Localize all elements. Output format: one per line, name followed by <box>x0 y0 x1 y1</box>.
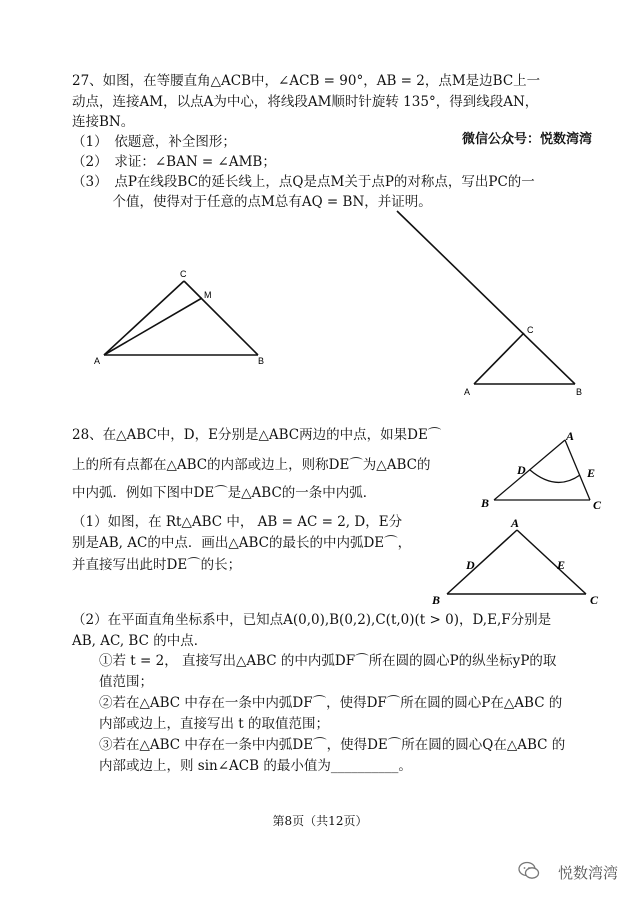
q28-p1-3: 并直接写出此时DE⌒的长； <box>72 557 242 573</box>
q28-p2-3: ①若 t = 2， 直接写出△ABC 的中内弧DF⌒所在圆的圆心P的纵坐标yP的取 <box>72 653 557 669</box>
q27-figure-1 <box>104 281 258 355</box>
q28-p2-8: 内部或边上，则 sin∠ACB 的最小值为__________。 <box>72 758 412 774</box>
fig1-label-m: M <box>204 290 212 300</box>
fig4-label-b: B <box>432 593 441 607</box>
q27-part-1: （1） 依题意，补全图形； <box>72 134 236 150</box>
q27-part-2: （2） 求证：∠BAN = ∠AMB； <box>72 154 276 170</box>
fig4-label-a: A <box>511 516 520 530</box>
fig2-label-c: C <box>527 325 534 335</box>
q27-part-3b: 个值，使得对于任意的点M总有AQ = BN，并证明。 <box>72 194 432 210</box>
fig3-label-a: A <box>566 429 575 443</box>
fig3-label-d: D <box>517 463 526 477</box>
q28-intro-3: 中内弧．例如下图中DE⌒是△ABC的一条中内弧． <box>72 485 377 501</box>
page-footer: 第8页（共12页） <box>272 814 368 828</box>
fig3-label-b: B <box>481 496 490 510</box>
fig4-label-c: C <box>590 593 599 607</box>
q28-intro-1: 28、在△ABC中，D，E分别是△ABC两边的中点，如果DE⌒ <box>72 427 442 443</box>
fig3-label-c: C <box>593 498 602 512</box>
q27-line-3: 连接BN。 <box>72 114 135 130</box>
q27-figure-2 <box>397 211 575 384</box>
fig4-label-e: E <box>557 558 566 572</box>
q27-line-1: 27、如图，在等腰直角△ACB中，∠ACB = 90°，AB = 2，点M是边BC上一 <box>72 73 541 89</box>
q28-p2-2: AB, AC, BC 的中点． <box>72 633 208 649</box>
fig1-label-a: A <box>94 356 101 366</box>
q27-line-2: 动点，连接AM，以点A为中心，将线段AM顺时针旋转 135°，得到线段AN， <box>72 94 539 110</box>
fig2-label-b: B <box>576 387 583 397</box>
fig4-label-d: D <box>466 558 475 572</box>
q28-intro-2: 上的所有点都在△ABC的内部或边上，则称DE⌒为△ABC的 <box>72 457 431 473</box>
q28-p2-5: ②若在△ABC 中存在一条中内弧DF⌒，使得DF⌒所在圆的圆心P在△ABC 的 <box>72 695 563 711</box>
fig3-label-e: E <box>587 466 596 480</box>
q28-p2-4: 值范围； <box>72 674 153 690</box>
q28-figure-1 <box>494 440 590 500</box>
q28-p1-1: （1）如图，在 Rt△ABC 中， AB = AC = 2, D，E分 <box>72 514 403 530</box>
q28-p2-6: 内部或边上，直接写出 t 的取值范围； <box>72 716 330 732</box>
wechat-icon <box>518 860 540 882</box>
fig1-label-c: C <box>180 269 187 279</box>
q27-part-3: （3） 点P在线段BC的延长线上，点Q是点M关于点P的对称点，写出PC的一 <box>72 174 535 190</box>
watermark: 微信公众号：悦数湾湾 <box>462 132 593 147</box>
q28-p2-7: ③若在△ABC 中存在一条中内弧DE⌒，使得DE⌒所在圆的圆心Q在△ABC 的 <box>72 737 566 753</box>
fig2-label-a: A <box>464 387 471 397</box>
q28-p1-2: 别是AB, AC的中点．画出△ABC的最长的中内弧DE⌒， <box>72 535 412 551</box>
fig1-label-b: B <box>258 356 265 366</box>
q28-p2-1: （2）在平面直角坐标系中，已知点A(0,0),B(0,2),C(t,0)(t > 0)，D,E,F分别是 <box>72 612 552 628</box>
brand-name: 悦数湾湾 <box>557 864 618 882</box>
